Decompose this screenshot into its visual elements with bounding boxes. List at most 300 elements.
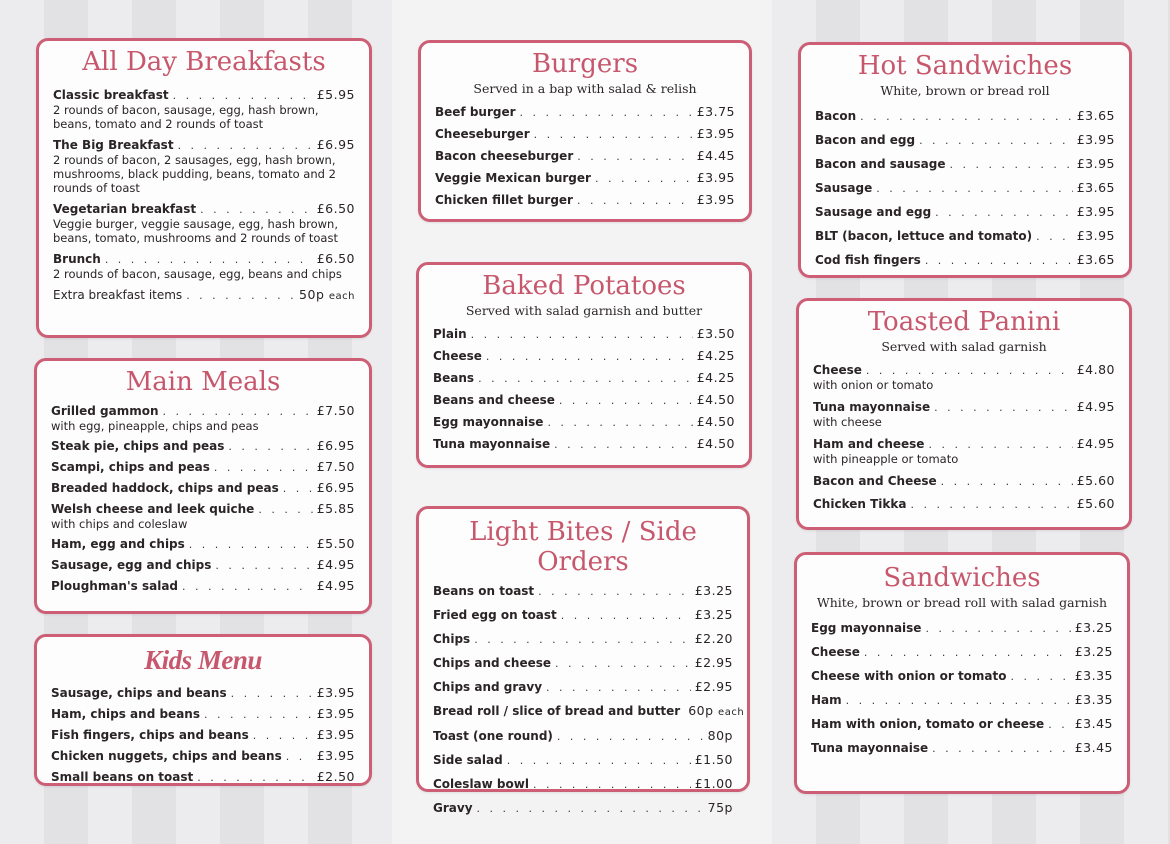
item-price (697, 148, 735, 163)
item-name: Chicken nuggets, chips and beans (51, 749, 282, 763)
menu-item (433, 348, 735, 364)
menu-item-line (433, 752, 733, 768)
dot-leader (595, 171, 693, 186)
dot-leader (105, 252, 313, 267)
dot-leader (258, 502, 312, 517)
menu-item (51, 557, 355, 573)
menu-item-line (813, 473, 1115, 489)
item-price (697, 326, 735, 341)
sandwiches-card (794, 552, 1130, 794)
item-name: Bacon cheeseburger (435, 149, 574, 163)
menu-item (53, 251, 355, 281)
item-price (317, 557, 355, 572)
menu-item (815, 252, 1115, 268)
dot-leader (932, 741, 1071, 756)
item-name: Cheese (811, 645, 860, 659)
item-name: Grilled gammon (51, 404, 159, 418)
dot-leader (1048, 717, 1071, 732)
item-price (317, 459, 355, 474)
item-price (317, 769, 355, 784)
menu-item (51, 685, 355, 701)
dot-leader (478, 371, 693, 386)
item-price (1075, 740, 1113, 755)
dot-leader (935, 205, 1073, 220)
menu-item-line (433, 370, 735, 386)
menu-item-line (51, 748, 355, 764)
price-value: 50p (299, 287, 325, 302)
menu-item (51, 769, 355, 785)
menu-item (51, 438, 355, 454)
dot-leader (186, 288, 295, 303)
menu-item-line (435, 126, 735, 142)
price-value: £4.95 (1076, 436, 1115, 451)
item-price (1077, 362, 1115, 377)
price-value: £6.95 (316, 438, 355, 453)
item-price (697, 348, 735, 363)
main-meals-card (34, 358, 372, 614)
item-description: 2 rounds of bacon, sausage, egg, beans and chips (53, 267, 342, 281)
price-value: £2.95 (694, 655, 733, 670)
price-value: £3.65 (1076, 252, 1115, 267)
item-name: Brunch (53, 252, 101, 266)
item-price (317, 748, 355, 763)
menu-item (815, 156, 1115, 172)
item-price (317, 137, 355, 152)
price-value: £3.65 (1076, 108, 1115, 123)
dot-leader (534, 127, 693, 142)
menu-item-line (51, 536, 355, 552)
menu-item (813, 436, 1115, 466)
dot-leader (561, 608, 691, 623)
price-value: £4.25 (696, 348, 735, 363)
price-value: £3.95 (696, 170, 735, 185)
price-value: £3.25 (694, 607, 733, 622)
menu-item (811, 644, 1113, 660)
menu-item (433, 655, 733, 671)
price-value: £4.95 (316, 557, 355, 572)
menu-item-line (53, 251, 355, 267)
dot-leader (864, 645, 1071, 660)
price-value: £3.65 (1076, 180, 1115, 195)
item-name: Ham and cheese (813, 437, 925, 451)
item-price (695, 679, 733, 694)
item-price (1077, 156, 1115, 171)
section-title: All Day Breakfasts (82, 47, 326, 77)
menu-list (433, 326, 735, 452)
menu-item (53, 201, 355, 245)
section-title: Burgers (531, 49, 639, 79)
dot-leader (949, 157, 1072, 172)
item-price (697, 436, 735, 451)
item-name: Coleslaw bowl (433, 777, 529, 791)
item-name: Cheese with onion or tomato (811, 669, 1007, 683)
menu-item (433, 631, 733, 647)
item-price (697, 414, 735, 429)
item-name: Chips and cheese (433, 656, 551, 670)
section-subtitle: Served in a bap with salad & relish (473, 81, 697, 96)
menu-item (811, 740, 1113, 756)
item-name: Vegetarian breakfast (53, 202, 197, 216)
section-subtitle: White, brown or bread roll (880, 83, 1050, 98)
breakfasts-card (36, 38, 372, 338)
menu-item-line (433, 655, 733, 671)
item-name: Bacon (815, 109, 857, 123)
dot-leader (283, 481, 313, 496)
menu-item-line (51, 480, 355, 496)
menu-item-line (813, 496, 1115, 512)
item-price (697, 392, 735, 407)
dot-leader (577, 149, 692, 164)
item-price (1077, 473, 1115, 488)
item-price (317, 87, 355, 102)
dot-leader (941, 474, 1073, 489)
menu-item (433, 436, 735, 452)
price-suffix: each (328, 291, 355, 302)
item-name: Bacon and egg (815, 133, 916, 147)
price-value: £6.95 (316, 480, 355, 495)
item-price (1075, 692, 1113, 707)
item-name: Steak pie, chips and peas (51, 439, 225, 453)
item-price (317, 706, 355, 721)
menu-item-line (811, 716, 1113, 732)
dot-leader (253, 728, 313, 743)
menu-item-line (815, 156, 1115, 172)
dot-leader (215, 558, 312, 573)
price-value: 80p (707, 728, 733, 743)
item-price (695, 631, 733, 646)
item-name: Cheese (433, 349, 482, 363)
price-value: £1.00 (694, 776, 733, 791)
dot-leader (486, 349, 693, 364)
price-value: £3.95 (316, 748, 355, 763)
item-name: Beef burger (435, 105, 516, 119)
menu-item (51, 578, 355, 594)
menu-item (435, 104, 735, 120)
menu-item (51, 501, 355, 531)
item-name: Bacon and sausage (815, 157, 946, 171)
price-value: £5.50 (316, 536, 355, 551)
menu-item (433, 414, 735, 430)
dot-leader (1011, 669, 1071, 684)
item-price (317, 578, 355, 593)
price-value: £2.20 (694, 631, 733, 646)
menu-item (811, 716, 1113, 732)
section-title: Sandwiches (883, 563, 1041, 593)
menu-item (813, 399, 1115, 429)
item-name: Ham with onion, tomato or cheese (811, 717, 1045, 731)
menu-item-line (433, 326, 735, 342)
dot-leader (876, 181, 1072, 196)
item-price (1077, 496, 1115, 511)
price-value: £6.95 (316, 137, 355, 152)
menu-item-line (433, 800, 733, 816)
menu-item-line (811, 620, 1113, 636)
item-name: Sausage and egg (815, 205, 932, 219)
menu-item-line (51, 685, 355, 701)
dot-leader (577, 193, 693, 208)
dot-leader (546, 680, 691, 695)
menu-item-line (433, 583, 733, 599)
price-value: £3.75 (696, 104, 735, 119)
item-name: Chicken fillet burger (435, 193, 573, 207)
section-title: Main Meals (125, 367, 281, 397)
menu-item (813, 496, 1115, 512)
item-name: Tuna mayonnaise (811, 741, 929, 755)
item-name: Ploughman's salad (51, 579, 179, 593)
dot-leader (471, 327, 693, 342)
item-price (317, 403, 355, 418)
menu-item-line (813, 362, 1115, 378)
menu-item (53, 87, 355, 131)
price-value: £3.35 (1074, 668, 1113, 683)
dot-leader (533, 777, 691, 792)
item-price (695, 655, 733, 670)
menu-item-line (51, 557, 355, 573)
menu-item (815, 204, 1115, 220)
item-name: Chicken Tikka (813, 497, 907, 511)
menu-item (433, 392, 735, 408)
section-subtitle: White, brown or bread roll with salad garnish (816, 595, 1108, 610)
menu-item-line (51, 727, 355, 743)
menu-item-line (53, 87, 355, 103)
item-price (697, 104, 735, 119)
price-value: £3.95 (1076, 204, 1115, 219)
item-price (1077, 180, 1115, 195)
item-description: with pineapple or tomato (813, 452, 959, 466)
menu-item (435, 170, 735, 186)
panini-card (796, 298, 1132, 530)
burgers-card (418, 40, 752, 222)
menu-item-line (435, 192, 735, 208)
item-name: Ham, egg and chips (51, 537, 185, 551)
item-price (1077, 108, 1115, 123)
item-name: Fish fingers, chips and beans (51, 728, 249, 742)
item-name: Bread roll / slice of bread and butter (433, 704, 681, 718)
dot-leader (163, 404, 313, 419)
item-name: Bacon and Cheese (813, 474, 937, 488)
dot-leader (228, 439, 312, 454)
dot-leader (520, 105, 693, 120)
price-value: £6.50 (316, 201, 355, 216)
menu-item (435, 126, 735, 142)
dot-leader (214, 460, 313, 475)
dot-leader (910, 497, 1072, 512)
item-price (695, 776, 733, 791)
menu-list (53, 87, 355, 304)
price-value: £4.25 (696, 370, 735, 385)
section-subtitle: Served with salad garnish (881, 339, 1047, 354)
menu-item-line (433, 436, 735, 452)
price-value: £6.50 (316, 251, 355, 266)
menu-item-line (51, 706, 355, 722)
menu-item-line (811, 740, 1113, 756)
menu-list (811, 620, 1113, 756)
section-title: Toasted Panini (867, 307, 1061, 337)
item-name: Tuna mayonnaise (813, 400, 931, 414)
menu-item-line (815, 132, 1115, 148)
dot-leader (860, 109, 1073, 124)
item-price (688, 703, 744, 720)
price-value: £4.50 (696, 414, 735, 429)
item-description: 2 rounds of bacon, 2 sausages, egg, hash brown, mushrooms, black pudding, beans, tomato and 2 rounds of toast (53, 153, 336, 195)
menu-list (51, 685, 355, 785)
item-name: Scampi, chips and peas (51, 460, 210, 474)
item-name: Beans on toast (433, 584, 535, 598)
price-value: £3.45 (1074, 740, 1113, 755)
item-price (695, 583, 733, 598)
menu-item-line (433, 631, 733, 647)
price-value: £3.50 (696, 326, 735, 341)
item-price (697, 192, 735, 207)
item-description: Veggie burger, veggie sausage, egg, hash brown, beans, tomato, mushrooms and 2 rounds of toast (53, 217, 338, 245)
menu-item-line (811, 668, 1113, 684)
item-price (697, 126, 735, 141)
item-name: Side salad (433, 753, 503, 767)
item-name: Egg mayonnaise (811, 621, 922, 635)
item-price (299, 287, 355, 304)
item-price (708, 728, 733, 743)
item-name: Extra breakfast items (53, 288, 183, 302)
item-name: Small beans on toast (51, 770, 194, 784)
menu-item (433, 728, 733, 744)
menu-item (433, 326, 735, 342)
menu-item-line (433, 703, 745, 720)
price-value: £3.95 (696, 192, 735, 207)
menu-item (815, 180, 1115, 196)
dot-leader (554, 437, 693, 452)
dot-leader (286, 749, 313, 764)
menu-item (433, 679, 733, 695)
item-name: Sausage (815, 181, 873, 195)
item-name: Toast (one round) (433, 729, 553, 743)
price-value: £7.50 (316, 403, 355, 418)
menu-item-line (53, 201, 355, 217)
menu-item (51, 459, 355, 475)
price-value: £4.45 (696, 148, 735, 163)
menu-item-line (435, 148, 735, 164)
hot-sandwiches-card (798, 42, 1132, 278)
menu-item-line (433, 776, 733, 792)
section-title: Light Bites / Side Orders (469, 517, 697, 577)
item-price (317, 438, 355, 453)
price-value: £5.95 (316, 87, 355, 102)
price-value: £3.95 (316, 727, 355, 742)
dot-leader (928, 437, 1072, 452)
price-value: £2.95 (694, 679, 733, 694)
menu-item-line (815, 108, 1115, 124)
menu-item-line (813, 436, 1115, 452)
dot-leader (182, 579, 313, 594)
menu-item-line (433, 392, 735, 408)
section-title: Kids Menu (144, 645, 262, 675)
menu-item-line (813, 399, 1115, 415)
price-value: £3.95 (1076, 156, 1115, 171)
price-value: £7.50 (316, 459, 355, 474)
item-price (317, 201, 355, 216)
dot-leader (1036, 229, 1073, 244)
item-price (697, 170, 735, 185)
dot-leader (200, 202, 313, 217)
item-name: Tuna mayonnaise (433, 437, 551, 451)
dot-leader (173, 88, 313, 103)
menu-item (813, 362, 1115, 392)
menu-item-line (815, 204, 1115, 220)
menu-item-line (435, 104, 735, 120)
menu-item (51, 727, 355, 743)
price-value: £4.95 (1076, 399, 1115, 414)
menu-item-line (51, 578, 355, 594)
menu-item-line (811, 692, 1113, 708)
menu-item-line (51, 459, 355, 475)
menu-item (811, 668, 1113, 684)
price-value: £3.25 (694, 583, 733, 598)
menu-item (51, 706, 355, 722)
dot-leader (547, 415, 692, 430)
price-suffix: each (718, 707, 745, 718)
item-description: with cheese (813, 415, 882, 429)
price-value: £4.50 (696, 436, 735, 451)
item-name: Beans (433, 371, 475, 385)
dot-leader (555, 656, 691, 671)
menu-item (435, 192, 735, 208)
menu-item (433, 607, 733, 623)
price-value: £3.25 (1074, 644, 1113, 659)
menu-item (51, 536, 355, 552)
item-price (1075, 644, 1113, 659)
item-price (317, 685, 355, 700)
menu-item-line (815, 180, 1115, 196)
dot-leader (477, 801, 704, 816)
price-value: £3.95 (1076, 132, 1115, 147)
baked-potatoes-card (416, 262, 752, 468)
dot-leader (846, 693, 1071, 708)
section-title: Baked Potatoes (482, 271, 686, 301)
item-price (317, 480, 355, 495)
item-price (317, 501, 355, 516)
item-name: Veggie Mexican burger (435, 171, 591, 185)
item-price (1075, 620, 1113, 635)
item-name: Fried egg on toast (433, 608, 557, 622)
dot-leader (197, 770, 312, 785)
light-bites-card (416, 506, 750, 815)
item-price (1077, 228, 1115, 243)
item-name: Breaded haddock, chips and peas (51, 481, 279, 495)
menu-item-line (51, 403, 355, 419)
menu-item-line (53, 137, 355, 153)
item-description: with egg, pineapple, chips and peas (51, 419, 259, 433)
menu-item-line (51, 438, 355, 454)
item-description: with onion or tomato (813, 378, 934, 392)
price-value: £3.95 (696, 126, 735, 141)
menu-item (433, 583, 733, 599)
dot-leader (925, 621, 1070, 636)
menu-item (811, 620, 1113, 636)
item-description: with chips and coleslaw (51, 517, 188, 531)
item-name: Ham, chips and beans (51, 707, 200, 721)
menu-item-line (433, 348, 735, 364)
menu-item (433, 703, 745, 720)
menu-item (435, 148, 735, 164)
price-value: 75p (707, 800, 733, 815)
item-price (1075, 716, 1113, 731)
menu-list (815, 108, 1115, 268)
dot-leader (557, 729, 704, 744)
menu-item-line (815, 228, 1115, 244)
menu-list (433, 583, 745, 816)
dot-leader (474, 632, 691, 647)
menu-item (433, 752, 733, 768)
item-description: 2 rounds of bacon, sausage, egg, hash brown, beans, tomato and 2 rounds of toast (53, 103, 319, 131)
